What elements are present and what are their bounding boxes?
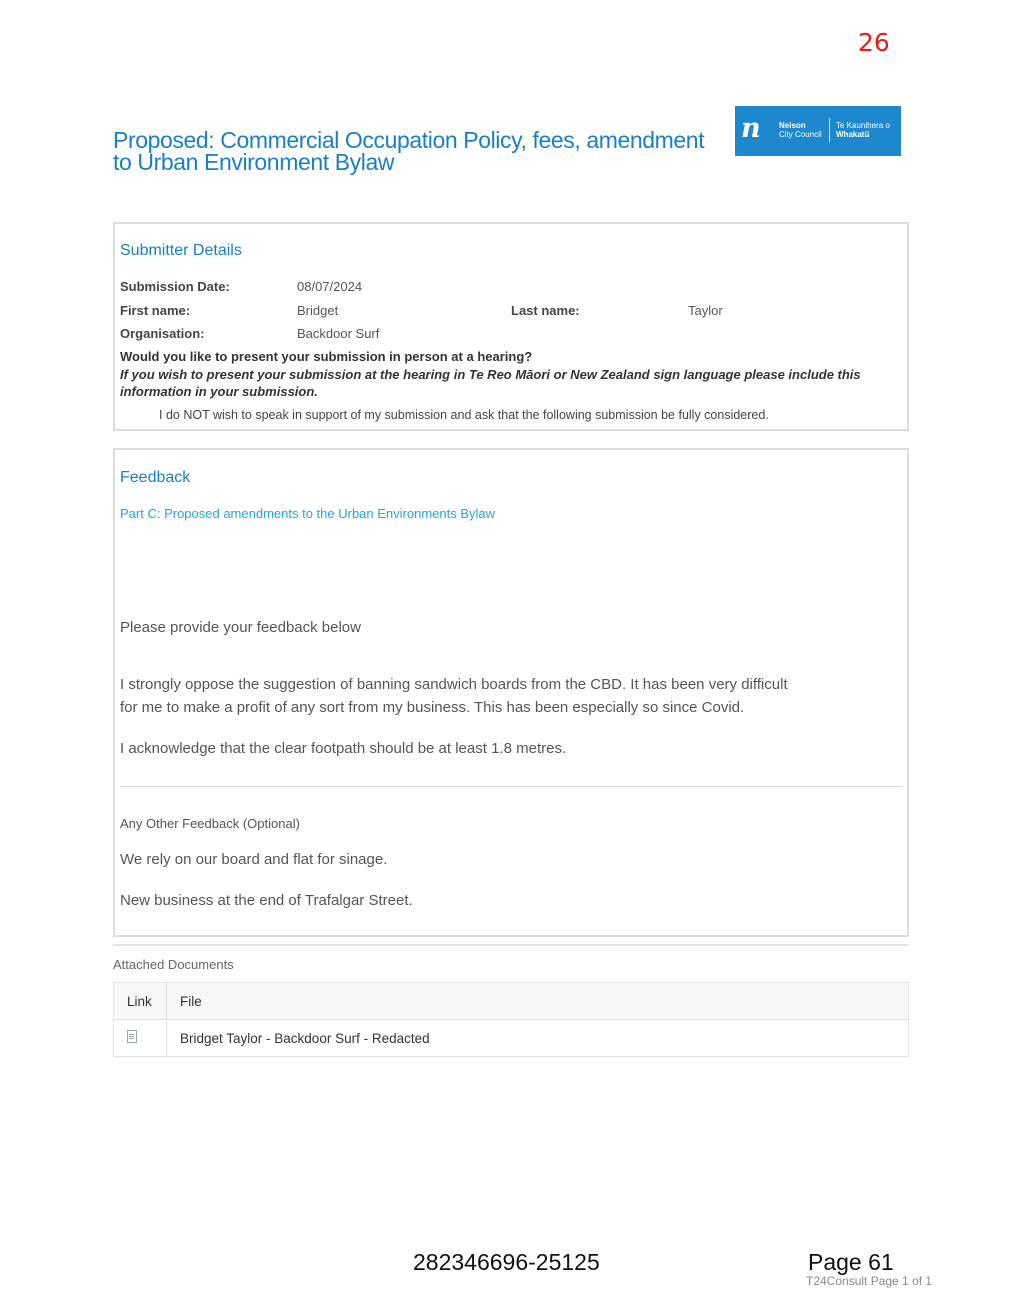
- first-name-label: First name:: [120, 303, 191, 318]
- attachments-table: [113, 982, 909, 1057]
- feedback-divider: [120, 786, 902, 787]
- column-header-file: File: [167, 983, 909, 1020]
- attachment-row: [114, 1020, 909, 1057]
- feedback-paragraph-2: I acknowledge that the clear footpath should be at least 1.8 metres.: [120, 740, 567, 757]
- other-feedback-line-2: New business at the end of Trafalgar Street.: [120, 892, 413, 909]
- hearing-question: Would you like to present your submission in person at a hearing?: [120, 349, 533, 364]
- other-feedback-label: Any Other Feedback (Optional): [120, 816, 300, 831]
- attachment-link-cell[interactable]: [114, 1020, 167, 1057]
- organisation-value: Backdoor Surf: [297, 326, 380, 341]
- first-name-value: Bridget: [297, 303, 339, 318]
- logo-org-name: Nelson City Council: [779, 121, 822, 139]
- logo-maori-name: Te Kaunihera o Whakatū: [836, 121, 890, 139]
- document-icon[interactable]: [127, 1030, 137, 1043]
- feedback-part-title: Part C: Proposed amendments to the Urban Environments Bylaw: [120, 506, 496, 521]
- last-name-label: Last name:: [511, 303, 580, 318]
- footer-system-page: T24Consult Page 1 of 1: [806, 1274, 933, 1288]
- attachment-file-name: Bridget Taylor - Backdoor Surf - Redacted: [167, 1020, 909, 1057]
- logo-divider: [829, 118, 830, 142]
- column-header-link: Link: [114, 983, 167, 1020]
- feedback-paragraph-1-line-1: I strongly oppose the suggestion of banning sandwich boards from the CBD. It has been very difficult: [120, 676, 788, 693]
- submission-date-value: 08/07/2024: [297, 279, 363, 294]
- attachments-heading: Attached Documents: [113, 957, 234, 972]
- last-name-value: Taylor: [688, 303, 723, 318]
- council-logo: [735, 106, 901, 156]
- footer-page-number: Page 61: [808, 1249, 894, 1275]
- footer-document-id: 282346696-25125: [413, 1249, 600, 1275]
- feedback-heading: Feedback: [120, 469, 191, 486]
- submitter-details-heading: Submitter Details: [120, 242, 242, 259]
- attachments-header-row: [114, 983, 909, 1020]
- other-feedback-line-1: We rely on our board and flat for sinage.: [120, 851, 388, 868]
- hearing-language-note: If you wish to present your submission at the hearing in Te Reo Māori or New Zealand sign language please include this information in your submission.: [120, 367, 861, 399]
- submission-date-label: Submission Date:: [120, 279, 230, 294]
- feedback-prompt: Please provide your feedback below: [120, 619, 361, 636]
- feedback-paragraph-1-line-2: for me to make a profit of any sort from my business. This has been especially so since Covid.: [120, 699, 745, 716]
- document-title: Proposed: Commercial Occupation Policy, fees, amendment to Urban Environment Bylaw: [113, 127, 705, 175]
- page-stamp-number: 26: [858, 28, 890, 57]
- organisation-label: Organisation:: [120, 326, 205, 341]
- logo-mark-icon: n: [741, 113, 757, 144]
- attachments-top-divider: [113, 944, 909, 946]
- hearing-answer: I do NOT wish to speak in support of my submission and ask that the following submission be fully considered.: [159, 408, 769, 422]
